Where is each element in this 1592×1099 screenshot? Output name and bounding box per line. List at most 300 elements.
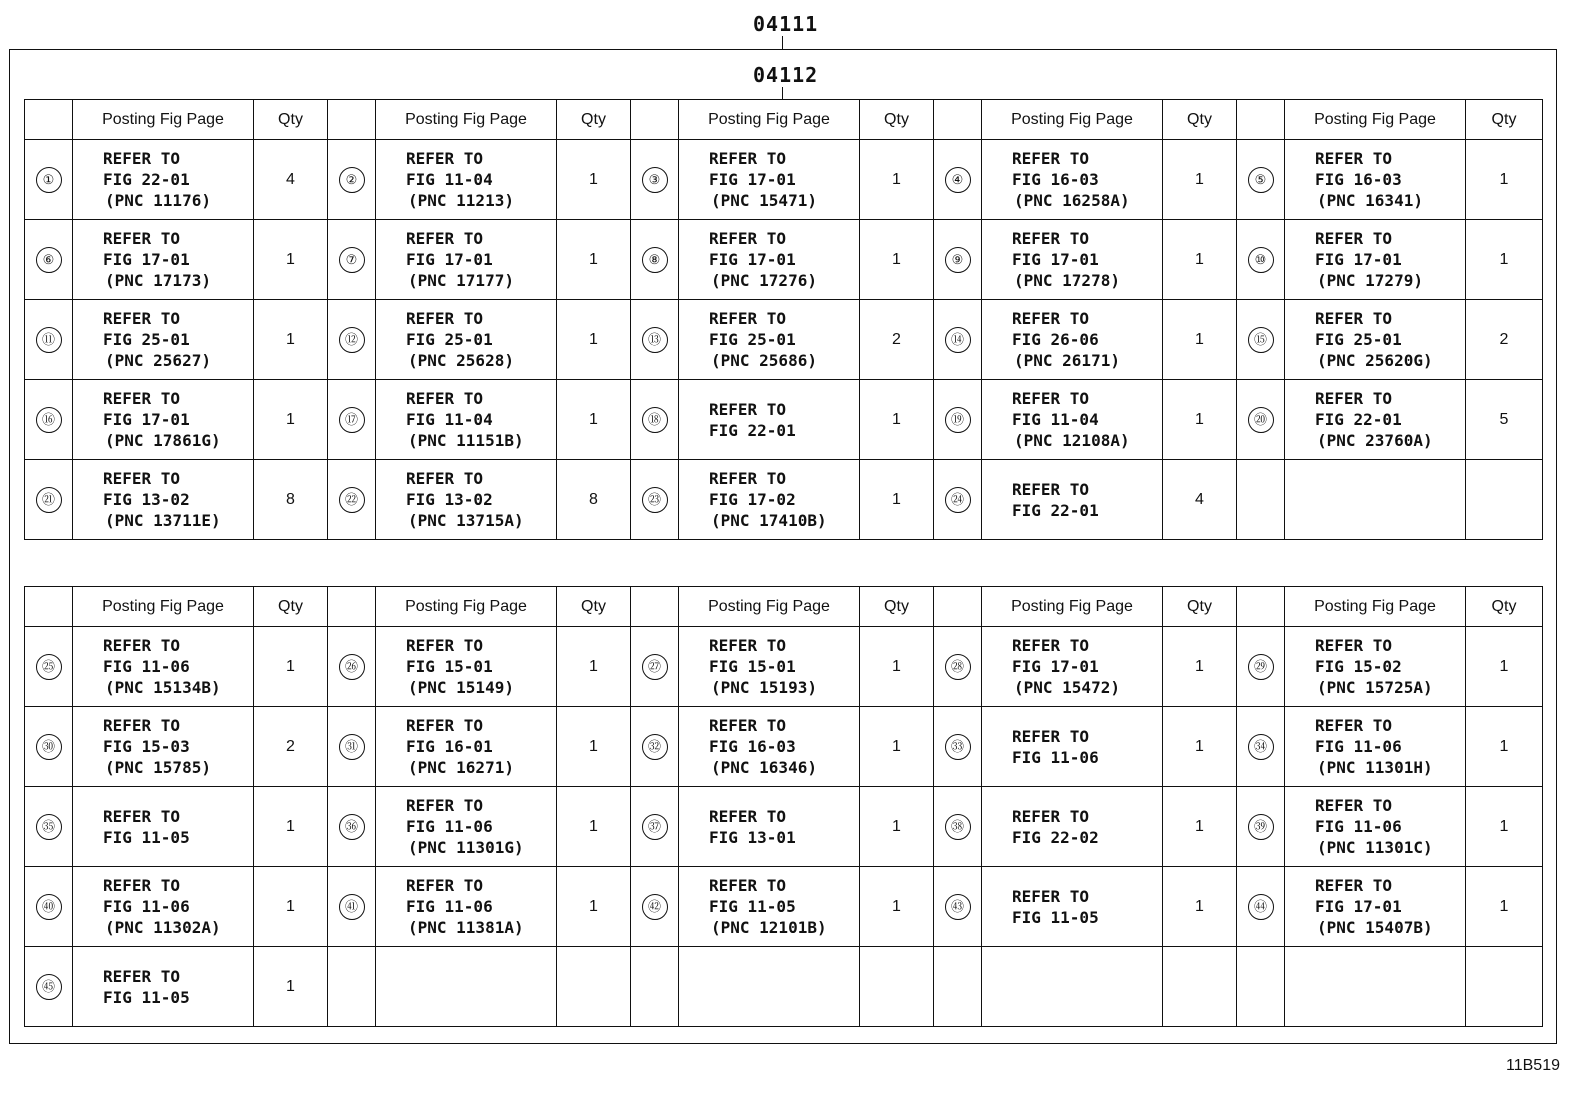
item-number-cell: [631, 867, 679, 947]
refer-to-text: REFER TO: [1012, 726, 1090, 746]
fig-reference-text: FIG 17-01: [1012, 657, 1099, 676]
qty-cell: 8: [557, 460, 631, 540]
fig-reference-text: FIG 15-01: [406, 657, 493, 676]
posting-fig-page-cell: [376, 140, 557, 220]
refer-to-text: REFER TO: [406, 876, 484, 895]
posting-fig-page-cell: [679, 947, 860, 1027]
posting-fig-page-cell: [982, 220, 1163, 300]
qty-cell: 1: [860, 707, 934, 787]
posting-fig-page-cell: [679, 300, 860, 380]
qty-cell: 1: [1163, 220, 1237, 300]
fig-reference-text: FIG 13-01: [709, 827, 796, 847]
refer-to-text: REFER TO: [709, 469, 787, 488]
posting-fig-page-cell: [376, 627, 557, 707]
index-header: [25, 100, 73, 140]
refer-to-text: REFER TO: [1012, 479, 1090, 499]
refer-to-text: REFER TO: [103, 716, 181, 735]
index-header: [1237, 100, 1285, 140]
posting-fig-page-header: Posting Fig Page: [1285, 587, 1466, 627]
fig-reference-text: FIG 17-01: [709, 250, 796, 269]
item-number-circle: ㊷: [642, 894, 668, 920]
qty-cell: 1: [1466, 140, 1543, 220]
qty-cell: 1: [1163, 627, 1237, 707]
refer-to-text: REFER TO: [103, 636, 181, 655]
item-number-cell: [25, 707, 73, 787]
item-number-circle: ⑧: [642, 247, 668, 273]
illustration-code: 11B519: [1506, 1057, 1560, 1074]
table-row: [25, 300, 1543, 380]
qty-header: Qty: [860, 100, 934, 140]
pnc-text: (PNC 17276): [711, 271, 817, 290]
refer-to-text: REFER TO: [1012, 389, 1090, 408]
refer-to-text: REFER TO: [103, 469, 181, 488]
refer-to-text: REFER TO: [1012, 229, 1090, 248]
posting-fig-page-cell: [376, 300, 557, 380]
index-header: [631, 100, 679, 140]
item-number-cell: [328, 460, 376, 540]
qty-cell: 1: [860, 380, 934, 460]
index-header: [934, 100, 982, 140]
posting-fig-page-cell: [376, 787, 557, 867]
refer-to-text: REFER TO: [103, 389, 181, 408]
qty-header: Qty: [1466, 587, 1543, 627]
item-number-cell: [1237, 220, 1285, 300]
item-number-cell: [631, 947, 679, 1027]
posting-fig-page-cell: [679, 627, 860, 707]
qty-cell: 8: [254, 460, 328, 540]
item-number-cell: [25, 140, 73, 220]
qty-cell: 1: [1466, 867, 1543, 947]
pnc-text: (PNC 11213): [408, 191, 514, 210]
item-number-cell: [934, 867, 982, 947]
pnc-text: (PNC 25628): [408, 351, 514, 370]
qty-cell: 1: [1466, 707, 1543, 787]
item-number-cell: [631, 627, 679, 707]
refer-to-text: REFER TO: [709, 806, 787, 826]
posting-fig-page-cell: [982, 787, 1163, 867]
parts-reference-table-2: [24, 586, 1543, 1027]
refer-to-text: REFER TO: [406, 149, 484, 168]
fig-reference-text: FIG 11-06: [1315, 737, 1402, 756]
posting-fig-page-cell: [1285, 707, 1466, 787]
item-number-cell: [25, 787, 73, 867]
fig-reference-text: FIG 22-02: [1012, 827, 1099, 847]
posting-fig-page-cell: [679, 380, 860, 460]
table-row: [25, 867, 1543, 947]
item-number-cell: [934, 300, 982, 380]
index-header: [25, 587, 73, 627]
fig-reference-text: FIG 17-01: [1315, 250, 1402, 269]
index-header: [328, 587, 376, 627]
qty-cell: 1: [254, 627, 328, 707]
table-row: [25, 460, 1543, 540]
pnc-text: (PNC 25627): [105, 351, 211, 370]
table-row: [25, 627, 1543, 707]
posting-fig-page-cell: [679, 867, 860, 947]
item-number-cell: [1237, 867, 1285, 947]
posting-fig-page-header: Posting Fig Page: [73, 587, 254, 627]
qty-cell: 1: [860, 140, 934, 220]
qty-cell: 1: [557, 300, 631, 380]
index-header: [1237, 587, 1285, 627]
posting-fig-page-cell: [73, 300, 254, 380]
qty-cell: 1: [1163, 787, 1237, 867]
item-number-cell: [25, 460, 73, 540]
qty-cell: 1: [557, 867, 631, 947]
qty-cell: [860, 947, 934, 1027]
posting-fig-page-header: Posting Fig Page: [679, 100, 860, 140]
pnc-text: (PNC 17278): [1014, 271, 1120, 290]
item-number-circle: ㉝: [945, 734, 971, 760]
posting-fig-page-cell: [982, 947, 1163, 1027]
item-number-circle: ①: [36, 167, 62, 193]
item-number-cell: [328, 867, 376, 947]
header-row: [25, 100, 1543, 140]
item-number-cell: [631, 787, 679, 867]
item-number-circle: ㉙: [1248, 654, 1274, 680]
item-number-cell: [1237, 707, 1285, 787]
posting-fig-page-cell: [376, 947, 557, 1027]
fig-reference-text: FIG 22-01: [1315, 410, 1402, 429]
item-number-cell: [328, 707, 376, 787]
pnc-text: (PNC 15725A): [1317, 678, 1433, 697]
inner-assembly-label: 04112: [753, 63, 819, 87]
item-number-cell: [631, 220, 679, 300]
fig-reference-text: FIG 22-01: [1012, 500, 1099, 520]
posting-fig-page-cell: [679, 140, 860, 220]
item-number-circle: ⑯: [36, 407, 62, 433]
posting-fig-page-header: Posting Fig Page: [982, 587, 1163, 627]
fig-reference-text: FIG 25-01: [709, 330, 796, 349]
qty-cell: [1163, 947, 1237, 1027]
qty-cell: 1: [860, 867, 934, 947]
item-number-cell: [1237, 627, 1285, 707]
fig-reference-text: FIG 17-01: [103, 410, 190, 429]
refer-to-text: REFER TO: [709, 399, 787, 419]
fig-reference-text: FIG 11-05: [103, 987, 190, 1007]
qty-cell: 1: [1466, 627, 1543, 707]
item-number-cell: [1237, 300, 1285, 380]
item-number-circle: ⑱: [642, 407, 668, 433]
refer-to-text: REFER TO: [1012, 806, 1090, 826]
outer-label-leader: [782, 36, 783, 49]
fig-reference-text: FIG 17-02: [709, 490, 796, 509]
refer-to-text: REFER TO: [1012, 886, 1090, 906]
qty-cell: 1: [860, 627, 934, 707]
pnc-text: (PNC 16346): [711, 758, 817, 777]
item-number-circle: ⑬: [642, 327, 668, 353]
fig-reference-text: FIG 11-04: [1012, 410, 1099, 429]
fig-reference-text: FIG 11-05: [709, 897, 796, 916]
pnc-text: (PNC 17173): [105, 271, 211, 290]
pnc-text: (PNC 15134B): [105, 678, 221, 697]
posting-fig-page-cell: [679, 460, 860, 540]
refer-to-text: REFER TO: [1315, 796, 1393, 815]
refer-to-text: REFER TO: [709, 636, 787, 655]
item-number-cell: [631, 380, 679, 460]
item-number-cell: [25, 300, 73, 380]
item-number-circle: ㊵: [36, 894, 62, 920]
outer-assembly-label: 04111: [753, 12, 819, 36]
item-number-cell: [25, 627, 73, 707]
posting-fig-page-cell: [376, 220, 557, 300]
posting-fig-page-cell: [982, 140, 1163, 220]
qty-cell: 4: [1163, 460, 1237, 540]
item-number-circle: ㊳: [945, 814, 971, 840]
item-number-circle: ㊸: [945, 894, 971, 920]
item-number-circle: ④: [945, 167, 971, 193]
item-number-cell: [25, 947, 73, 1027]
qty-cell: 1: [557, 627, 631, 707]
pnc-text: (PNC 16341): [1317, 191, 1423, 210]
posting-fig-page-cell: [982, 627, 1163, 707]
pnc-text: (PNC 25620G): [1317, 351, 1433, 370]
posting-fig-page-cell: [73, 220, 254, 300]
refer-to-text: REFER TO: [1315, 309, 1393, 328]
refer-to-text: REFER TO: [406, 309, 484, 328]
item-number-circle: ⑪: [36, 327, 62, 353]
posting-fig-page-cell: [982, 380, 1163, 460]
item-number-circle: ㊱: [339, 814, 365, 840]
posting-fig-page-cell: [679, 220, 860, 300]
fig-reference-text: FIG 11-06: [103, 657, 190, 676]
posting-fig-page-cell: [1285, 220, 1466, 300]
qty-cell: 1: [860, 220, 934, 300]
fig-reference-text: FIG 13-02: [406, 490, 493, 509]
refer-to-text: REFER TO: [406, 229, 484, 248]
fig-reference-text: FIG 16-03: [1012, 170, 1099, 189]
posting-fig-page-header: Posting Fig Page: [982, 100, 1163, 140]
item-number-circle: ㉒: [339, 487, 365, 513]
refer-to-text: REFER TO: [406, 389, 484, 408]
posting-fig-page-cell: [1285, 947, 1466, 1027]
fig-reference-text: FIG 11-05: [103, 827, 190, 847]
posting-fig-page-header: Posting Fig Page: [679, 587, 860, 627]
qty-cell: 2: [254, 707, 328, 787]
qty-cell: [1466, 460, 1543, 540]
qty-cell: 1: [254, 220, 328, 300]
item-number-circle: ㉛: [339, 734, 365, 760]
refer-to-text: REFER TO: [1012, 636, 1090, 655]
item-number-circle: ㉚: [36, 734, 62, 760]
qty-cell: 1: [1163, 140, 1237, 220]
item-number-circle: ㊹: [1248, 894, 1274, 920]
qty-cell: 1: [1163, 300, 1237, 380]
item-number-circle: ㊶: [339, 894, 365, 920]
posting-fig-page-cell: [1285, 867, 1466, 947]
fig-reference-text: FIG 25-01: [1315, 330, 1402, 349]
fig-reference-text: FIG 25-01: [103, 330, 190, 349]
posting-fig-page-cell: [1285, 380, 1466, 460]
item-number-cell: [631, 460, 679, 540]
refer-to-text: REFER TO: [709, 229, 787, 248]
qty-cell: 1: [1466, 220, 1543, 300]
posting-fig-page-cell: [73, 787, 254, 867]
item-number-circle: ②: [339, 167, 365, 193]
posting-fig-page-header: Posting Fig Page: [73, 100, 254, 140]
item-number-cell: [934, 947, 982, 1027]
refer-to-text: REFER TO: [103, 149, 181, 168]
refer-to-text: REFER TO: [709, 876, 787, 895]
posting-fig-page-cell: [376, 707, 557, 787]
pnc-text: (PNC 17279): [1317, 271, 1423, 290]
item-number-cell: [934, 787, 982, 867]
item-number-circle: ⑲: [945, 407, 971, 433]
pnc-text: (PNC 13715A): [408, 511, 524, 530]
fig-reference-text: FIG 22-01: [103, 170, 190, 189]
item-number-cell: [631, 140, 679, 220]
pnc-text: (PNC 15471): [711, 191, 817, 210]
refer-to-text: REFER TO: [406, 796, 484, 815]
fig-reference-text: FIG 17-01: [103, 250, 190, 269]
posting-fig-page-cell: [376, 867, 557, 947]
posting-fig-page-cell: [982, 707, 1163, 787]
posting-fig-page-cell: [73, 707, 254, 787]
item-number-cell: [328, 220, 376, 300]
fig-reference-text: FIG 13-02: [103, 490, 190, 509]
posting-fig-page-header: Posting Fig Page: [1285, 100, 1466, 140]
posting-fig-page-cell: [376, 380, 557, 460]
refer-to-text: REFER TO: [103, 876, 181, 895]
fig-reference-text: FIG 17-01: [1315, 897, 1402, 916]
posting-fig-page-cell: [73, 140, 254, 220]
fig-reference-text: FIG 11-06: [406, 897, 493, 916]
item-number-cell: [1237, 380, 1285, 460]
item-number-cell: [328, 140, 376, 220]
item-number-cell: [1237, 947, 1285, 1027]
qty-cell: 1: [1163, 867, 1237, 947]
item-number-cell: [934, 140, 982, 220]
posting-fig-page-cell: [1285, 787, 1466, 867]
posting-fig-page-cell: [73, 867, 254, 947]
qty-cell: 1: [1163, 380, 1237, 460]
pnc-text: (PNC 11301H): [1317, 758, 1433, 777]
pnc-text: (PNC 11381A): [408, 918, 524, 937]
table-row: [25, 947, 1543, 1027]
pnc-text: (PNC 15149): [408, 678, 514, 697]
refer-to-text: REFER TO: [1315, 716, 1393, 735]
pnc-text: (PNC 17410B): [711, 511, 827, 530]
pnc-text: (PNC 11176): [105, 191, 211, 210]
header-row: [25, 587, 1543, 627]
pnc-text: (PNC 25686): [711, 351, 817, 370]
table-row: [25, 707, 1543, 787]
table-row: [25, 380, 1543, 460]
fig-reference-text: FIG 11-06: [1012, 747, 1099, 767]
item-number-circle: ⑤: [1248, 167, 1274, 193]
fig-reference-text: FIG 17-01: [709, 170, 796, 189]
refer-to-text: REFER TO: [1315, 876, 1393, 895]
fig-reference-text: FIG 15-01: [709, 657, 796, 676]
posting-fig-page-header: Posting Fig Page: [376, 587, 557, 627]
fig-reference-text: FIG 16-03: [709, 737, 796, 756]
pnc-text: (PNC 17177): [408, 271, 514, 290]
qty-cell: 1: [1466, 787, 1543, 867]
table-row: [25, 220, 1543, 300]
item-number-circle: ㉜: [642, 734, 668, 760]
inner-label-leader: [782, 87, 783, 99]
pnc-text: (PNC 17861G): [105, 431, 221, 450]
item-number-circle: ③: [642, 167, 668, 193]
item-number-circle: ⑰: [339, 407, 365, 433]
qty-header: Qty: [1163, 100, 1237, 140]
refer-to-text: REFER TO: [1012, 149, 1090, 168]
posting-fig-page-cell: [679, 787, 860, 867]
pnc-text: (PNC 12101B): [711, 918, 827, 937]
pnc-text: (PNC 15472): [1014, 678, 1120, 697]
fig-reference-text: FIG 11-06: [103, 897, 190, 916]
index-header: [328, 100, 376, 140]
qty-cell: 1: [254, 300, 328, 380]
item-number-cell: [1237, 140, 1285, 220]
qty-cell: 1: [557, 707, 631, 787]
fig-reference-text: FIG 11-06: [1315, 817, 1402, 836]
item-number-circle: ㉗: [642, 654, 668, 680]
item-number-circle: ㊺: [36, 974, 62, 1000]
item-number-circle: ⑫: [339, 327, 365, 353]
item-number-circle: ㉓: [642, 487, 668, 513]
qty-cell: 2: [1466, 300, 1543, 380]
qty-header: Qty: [557, 100, 631, 140]
item-number-cell: [934, 627, 982, 707]
refer-to-text: REFER TO: [406, 716, 484, 735]
item-number-circle: ⑦: [339, 247, 365, 273]
refer-to-text: REFER TO: [406, 636, 484, 655]
fig-reference-text: FIG 25-01: [406, 330, 493, 349]
pnc-text: (PNC 11302A): [105, 918, 221, 937]
table-row: [25, 140, 1543, 220]
item-number-cell: [328, 300, 376, 380]
qty-cell: 1: [557, 140, 631, 220]
qty-cell: 5: [1466, 380, 1543, 460]
qty-cell: 1: [254, 947, 328, 1027]
qty-cell: 1: [254, 380, 328, 460]
posting-fig-page-cell: [1285, 460, 1466, 540]
item-number-cell: [1237, 787, 1285, 867]
qty-header: Qty: [557, 587, 631, 627]
qty-cell: 1: [557, 220, 631, 300]
refer-to-text: REFER TO: [1315, 229, 1393, 248]
item-number-circle: ⑩: [1248, 247, 1274, 273]
fig-reference-text: FIG 11-05: [1012, 907, 1099, 927]
item-number-cell: [328, 380, 376, 460]
posting-fig-page-cell: [73, 947, 254, 1027]
pnc-text: (PNC 11151B): [408, 431, 524, 450]
refer-to-text: REFER TO: [103, 309, 181, 328]
fig-reference-text: FIG 11-04: [406, 170, 493, 189]
item-number-cell: [25, 867, 73, 947]
qty-cell: 1: [1163, 707, 1237, 787]
qty-cell: 1: [860, 787, 934, 867]
item-number-circle: ⑮: [1248, 327, 1274, 353]
fig-reference-text: FIG 16-03: [1315, 170, 1402, 189]
posting-fig-page-cell: [376, 460, 557, 540]
pnc-text: (PNC 15407B): [1317, 918, 1433, 937]
pnc-text: (PNC 16258A): [1014, 191, 1130, 210]
qty-header: Qty: [1163, 587, 1237, 627]
refer-to-text: REFER TO: [709, 716, 787, 735]
pnc-text: (PNC 15785): [105, 758, 211, 777]
fig-reference-text: FIG 22-01: [709, 420, 796, 440]
refer-to-text: REFER TO: [103, 806, 181, 826]
item-number-cell: [25, 380, 73, 460]
posting-fig-page-cell: [1285, 627, 1466, 707]
qty-cell: 1: [860, 460, 934, 540]
fig-reference-text: FIG 16-01: [406, 737, 493, 756]
refer-to-text: REFER TO: [406, 469, 484, 488]
posting-fig-page-cell: [73, 627, 254, 707]
posting-fig-page-cell: [679, 707, 860, 787]
